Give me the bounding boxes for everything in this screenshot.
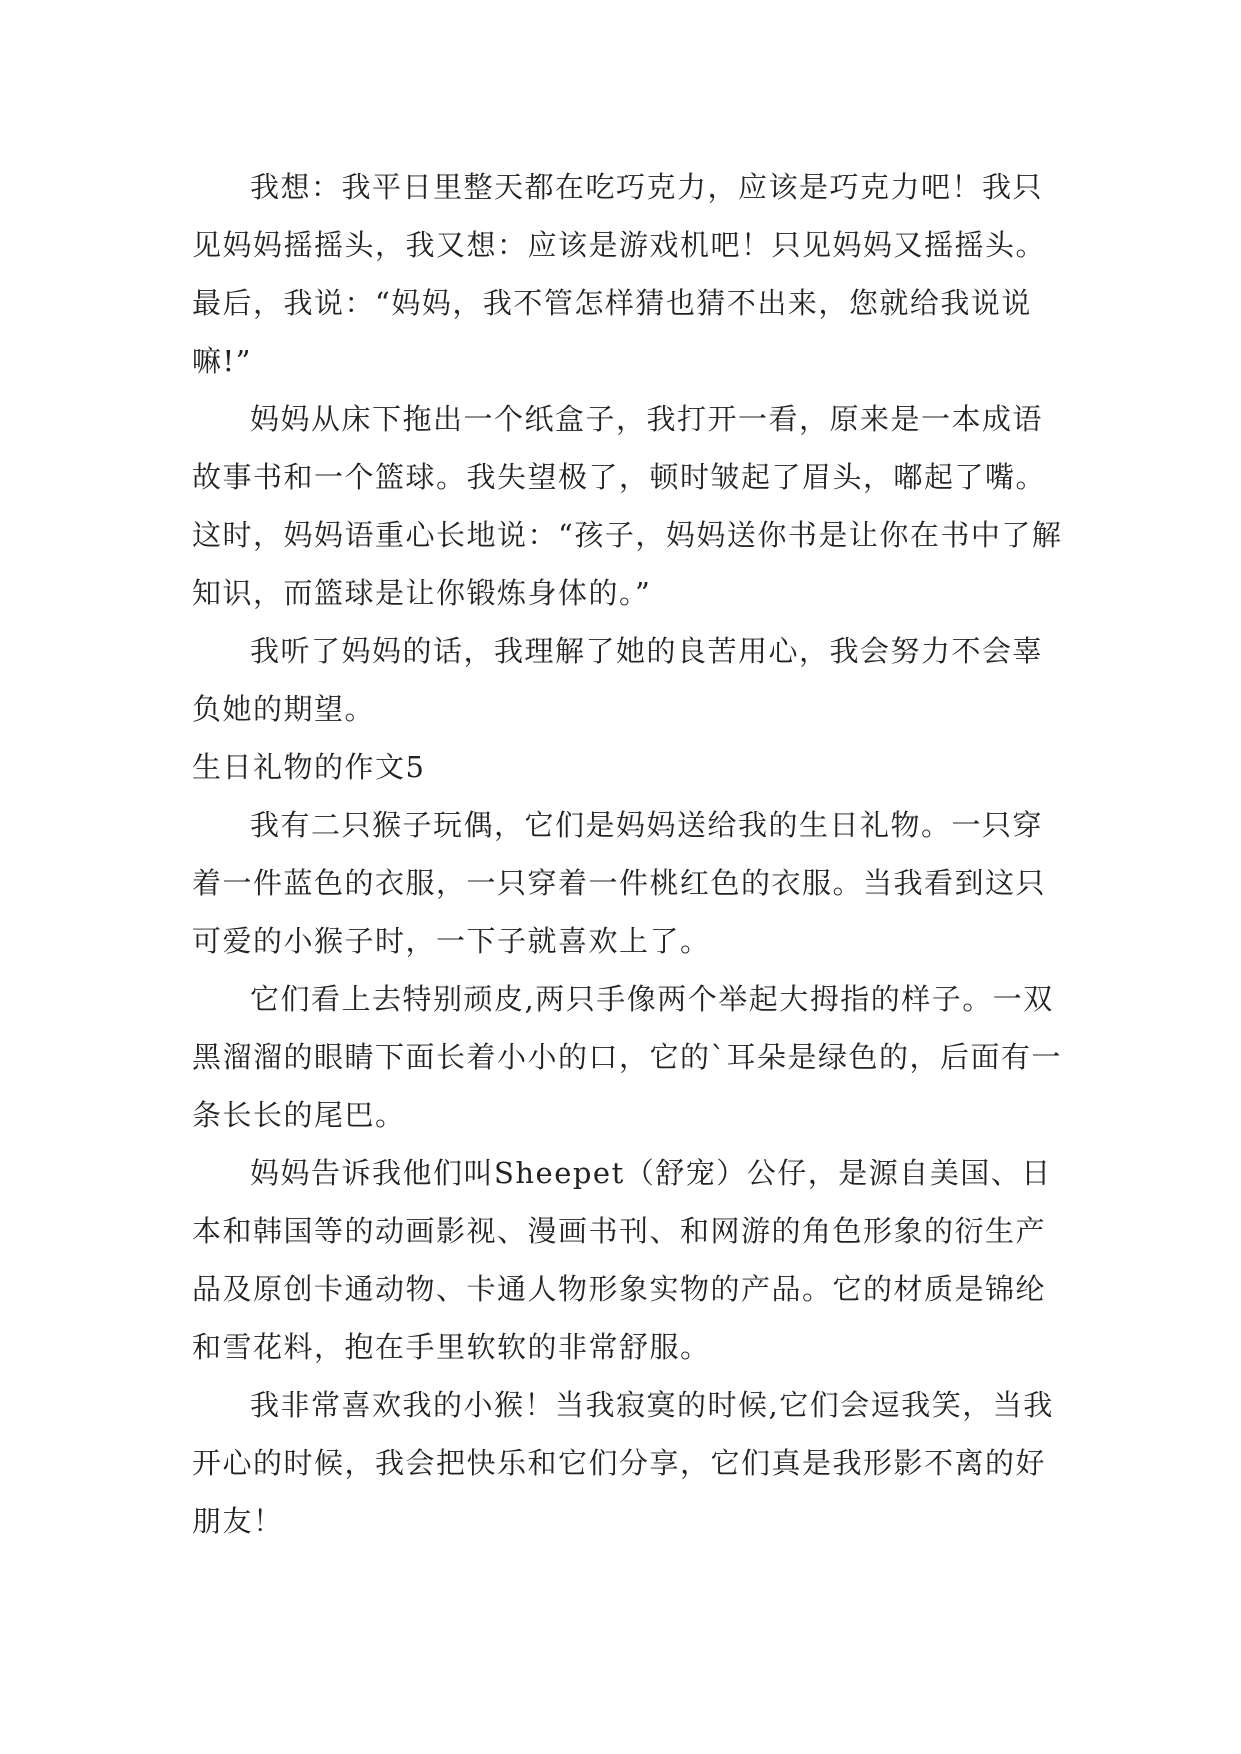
paragraph: 我非常喜欢我的小猴！当我寂寞的时候,它们会逗我笑，当我开心的时候，我会把快乐和它们分享，它们真是我形影不离的好朋友！ <box>192 1388 1054 1538</box>
paragraph: 我有二只猴子玩偶，它们是妈妈送给我的生日礼物。一只穿着一件蓝色的衣服，一只穿着一件桃红色的衣服。当我看到这只可爱的小猴子时，一下子就喜欢上了。 <box>192 808 1047 958</box>
document-body <box>192 158 1072 1550</box>
paragraph: 它们看上去特别顽皮,两只手像两个举起大拇指的样子。一双黑溜溜的眼睛下面长着小小的口，它的`耳朵是绿色的，后面有一条长长的尾巴。 <box>192 982 1063 1132</box>
paragraph: 我想：我平日里整天都在吃巧克力，应该是巧克力吧！我只见妈妈摇摇头，我又想：应该是游戏机吧！只见妈妈又摇摇头。最后，我说：“妈妈，我不管怎样猜也猜不出来，您就给我说说嘛!” <box>192 170 1047 378</box>
paragraph: 妈妈从床下拖出一个纸盒子，我打开一看，原来是一本成语故事书和一个篮球。我失望极了，顿时皱起了眉头，嘟起了嘴。这时，妈妈语重心长地说：“孩子，妈妈送你书是让你在书中了解知识，而篮球是让你锻炼身体的。” <box>192 402 1063 610</box>
paragraph: 妈妈告诉我他们叫Sheepet（舒宠）公仔，是源自美国、日本和韩国等的动画影视、漫画书刊、和网游的角色形象的衍生产品及原创卡通动物、卡通人物形象实物的产品。它的材质是锦纶和雪花料，抱在手里软软的非常舒服。 <box>192 1156 1052 1364</box>
section-heading: 生日礼物的作文5 <box>192 750 426 784</box>
paragraph: 我听了妈妈的话，我理解了她的良苦用心，我会努力不会辜负她的期望。 <box>192 634 1044 726</box>
